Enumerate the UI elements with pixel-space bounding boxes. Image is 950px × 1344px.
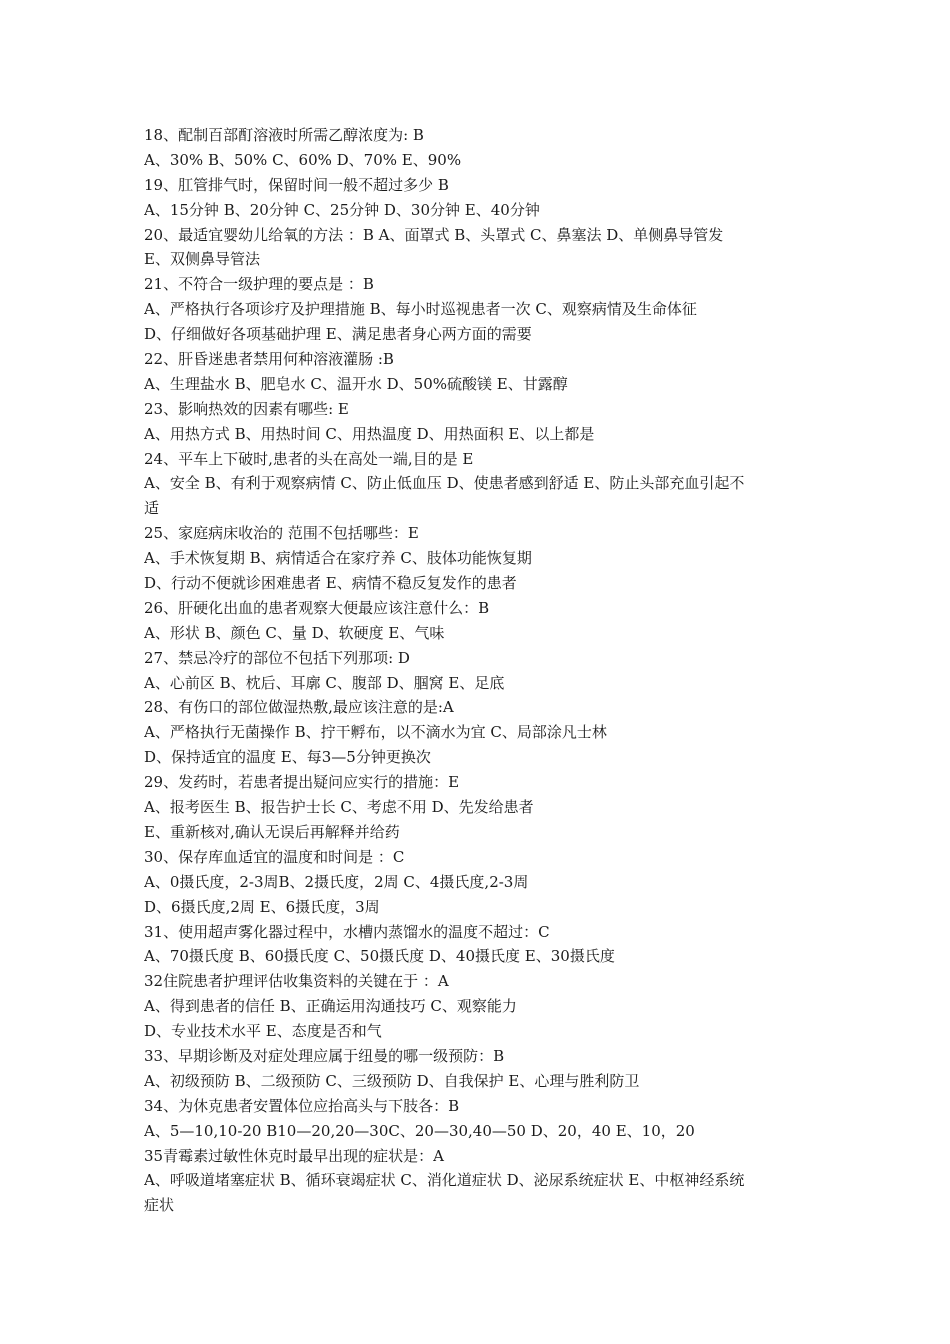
text-line: 21、不符合一级护理的要点是 ：B [144, 275, 374, 294]
text-line: E、重新核对,确认无误后再解释并给药 [144, 822, 400, 841]
text-line: D、专业技术水平 E、态度是否和气 [144, 1022, 382, 1041]
text-line: 31、使用超声雾化器过程中，水槽内蒸馏水的温度不超过：C [144, 922, 550, 941]
text-line: 26、肝硬化出血的患者观察大便最应该注意什么：B [144, 598, 490, 617]
text-line: A、70摄氏度 B、60摄氏度 C、50摄氏度 D、40摄氏度 E、30摄氏度 [144, 947, 615, 966]
text-line: E、双侧鼻导管法 [144, 250, 260, 269]
text-line: A、安全 B、有利于观察病情 C、防止低血压 D、使患者感到舒适 E、防止头部充血引起不 [144, 474, 745, 493]
text-line: 19、肛管排气时，保留时间一般不超过多少 B [144, 175, 449, 194]
text-line: D、6摄氏度,2周 E、6摄氏度，3周 [144, 897, 380, 916]
text-line: 28、有伤口的部位做湿热敷,最应该注意的是:A [144, 698, 454, 717]
text-line: 适 [144, 499, 160, 518]
text-line: 24、平车上下破时,患者的头在高处一端,目的是 E [144, 449, 474, 468]
text-line: 33、早期诊断及对症处理应属于纽曼的哪一级预防：B [144, 1046, 505, 1065]
text-line: A、呼吸道堵塞症状 B、循环衰竭症状 C、消化道症状 D、泌尿系统症状 E、中枢神经系统 [144, 1171, 745, 1190]
text-line: 29、发药时，若患者提出疑问应实行的措施：E [144, 773, 460, 792]
text-line: A、5—10,10-20 B10—20,20—30C、20—30,40—50 D、20，40 E、10，20 [144, 1121, 695, 1140]
text-line: A、用热方式 B、用热时间 C、用热温度 D、用热面积 E、以上都是 [144, 424, 595, 443]
text-line: D、行动不便就诊困难患者 E、病情不稳反复发作的患者 [144, 574, 517, 593]
text-line: A、0摄氏度，2-3周B、2摄氏度，2周 C、4摄氏度,2-3周 [144, 872, 529, 891]
text-line: 34、为休克患者安置体位应抬高头与下肢各：B [144, 1096, 460, 1115]
document-body [144, 123, 824, 1218]
text-line: A、得到患者的信任 B、正确运用沟通技巧 C、观察能力 [144, 997, 517, 1016]
text-line: 22、肝昏迷患者禁用何种溶液灌肠 :B [144, 350, 394, 369]
text-line: 23、影响热效的因素有哪些: E [144, 399, 349, 418]
text-line: A、30% B、50% C、60% D、70% E、90% [144, 150, 462, 169]
text-line: A、15分钟 B、20分钟 C、25分钟 D、30分钟 E、40分钟 [144, 200, 540, 219]
text-line: A、严格执行各项诊疗及护理措施 B、每小时巡视患者一次 C、观察病情及生命体征 [144, 300, 697, 319]
text-line: 27、禁忌冷疗的部位不包括下列那项: D [144, 648, 410, 667]
text-line: 25、家庭病床收治的 范围不包括哪些：E [144, 524, 419, 543]
text-line: D、保持适宜的温度 E、每3—5分钟更换次 [144, 748, 431, 767]
text-line: A、初级预防 B、二级预防 C、三级预防 D、自我保护 E、心理与胜利防卫 [144, 1071, 640, 1090]
text-line: A、心前区 B、枕后、耳廓 C、腹部 D、腘窝 E、足底 [144, 673, 505, 692]
text-line: A、形状 B、颜色 C、量 D、软硬度 E、气味 [144, 623, 445, 642]
text-line: A、手术恢复期 B、病情适合在家疗养 C、肢体功能恢复期 [144, 549, 532, 568]
text-line: 32住院患者护理评估收集资料的关键在于 ：A [144, 972, 449, 991]
text-line: A、生理盐水 B、肥皂水 C、温开水 D、50%硫酸镁 E、甘露醇 [144, 374, 568, 393]
text-line: 症状 [144, 1196, 175, 1215]
text-line: 18、配制百部酊溶液时所需乙醇浓度为: B [144, 126, 424, 144]
text-line: D、仔细做好各项基础护理 E、满足患者身心两方面的需要 [144, 325, 532, 344]
text-line: 35青霉素过敏性休克时最早出现的症状是：A [144, 1146, 444, 1165]
text-line: A、严格执行无菌操作 B、拧干孵布，以不滴水为宜 C、局部涂凡士林 [144, 723, 607, 742]
text-line: 20、最适宜婴幼儿给氧的方法 ：B A、面罩式 B、头罩式 C、鼻塞法 D、单侧鼻导管发 [144, 225, 724, 244]
text-line: A、报考医生 B、报告护士长 C、考虑不用 D、先发给患者 [144, 798, 534, 817]
text-line: 30、保存库血适宜的温度和时间是 ：C [144, 847, 405, 866]
